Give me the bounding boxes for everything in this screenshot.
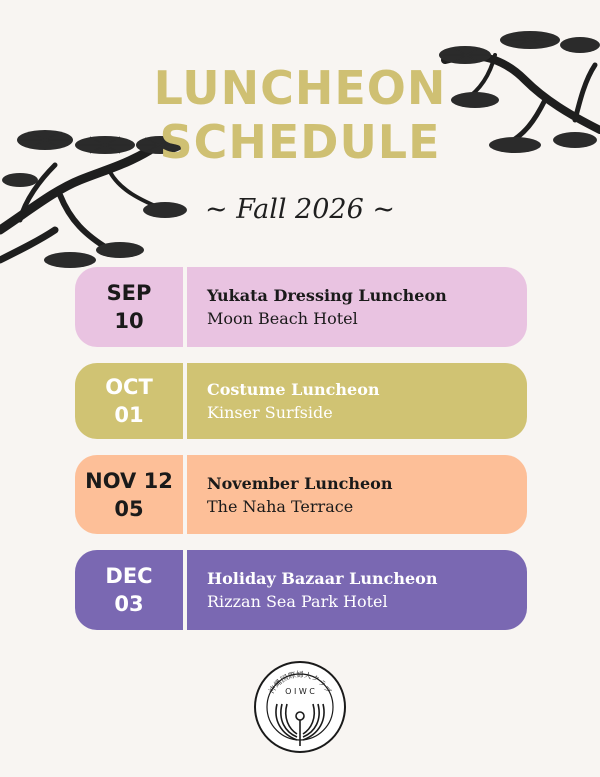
event-day: 03 [114, 592, 144, 616]
row-divider [183, 363, 187, 439]
row-divider [183, 550, 187, 630]
logo-letters: O I W C [285, 687, 315, 696]
title-line-1: LUNCHEON [153, 61, 447, 115]
event-day: 01 [114, 403, 144, 427]
event-month: OCT [105, 375, 153, 399]
event-day: 05 [114, 496, 144, 521]
event-name: November Luncheon [207, 473, 393, 493]
event-day: 10 [114, 309, 144, 333]
event-venue: Kinser Surfside [207, 403, 333, 422]
event-date [75, 550, 183, 630]
event-venue: Rizzan Sea Park Hotel [207, 592, 388, 611]
row-divider [183, 455, 187, 534]
event-info [207, 550, 517, 630]
event-name: Yukata Dressing Luncheon [207, 286, 447, 305]
event-month: DEC [105, 564, 153, 588]
event-date [75, 455, 183, 534]
event-info [207, 363, 517, 439]
subtitle: ~ Fall 2026 ~ [205, 194, 395, 225]
event-date [75, 363, 183, 439]
event-name: Costume Luncheon [207, 380, 380, 399]
event-row-dec [75, 550, 527, 630]
event-venue: The Naha Terrace [207, 496, 354, 516]
row-divider [183, 267, 187, 347]
event-month: SEP [106, 281, 152, 305]
oiwc-logo [253, 660, 347, 754]
event-row-oct [75, 363, 527, 439]
title-line-2: SCHEDULE [159, 115, 441, 169]
event-month: NOV 12 [85, 468, 173, 493]
event-info [207, 267, 517, 347]
event-date [75, 267, 183, 347]
event-row-sep [75, 267, 527, 347]
event-info [207, 455, 517, 534]
event-venue: Moon Beach Hotel [207, 309, 358, 328]
event-row-nov [75, 455, 527, 534]
event-name: Holiday Bazaar Luncheon [207, 569, 438, 588]
logo-arc-text: 沖縄国際婦人クラブ [266, 670, 334, 696]
